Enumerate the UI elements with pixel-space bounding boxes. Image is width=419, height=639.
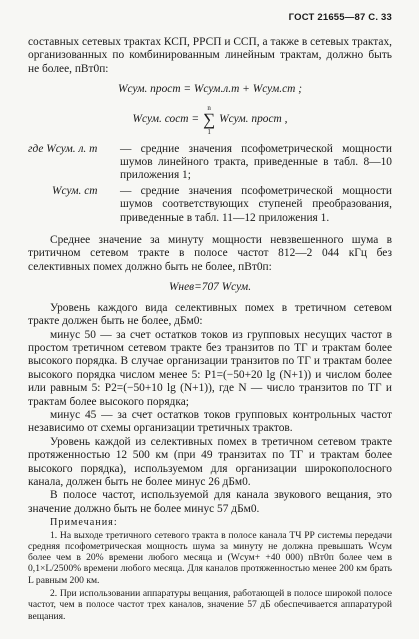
summation-symbol (203, 104, 215, 136)
paragraph-4: минус 50 — за счет остатков токов из групповых несущих частот в простом третичном сетевом тракте без транзитов по ТГ и трактам более высокого порядка. В случае организации транзитов по ТГ и трактам более высокого порядка числом менее 5: P1=(−50+20 lg (N+1)) и числом более или равным 5: P2=(−50+10 lg (N+1)), где N — число транзитов по ТГ и трактам более высокого порядка; (28, 328, 392, 408)
page-header: ГОСТ 21655—87 С. 33 (288, 12, 392, 23)
where-definition-2 (28, 185, 392, 225)
body-text (28, 36, 392, 622)
where-2-definition: — средние значения псофометрической мощности шумов соответствующих ступеней преобразования, приведенные в табл. 11—12 приложения 1. (120, 184, 392, 224)
where-definition-1 (28, 143, 392, 183)
notes-heading: Примечания: (50, 517, 118, 529)
paragraph-7: В полосе частот, используемой для канала звукового вещания, это значение должно быть не более минус 57 дБм0. (28, 489, 392, 515)
note-2: 2. При использовании аппаратуры вещания, работающей в полосе широкой полосе частот, чем в полосе частот трех каналов, значение 57 дБ обеспечивается аппаратурой вещания. (28, 588, 392, 622)
note-1: 1. На выходе третичного сетевого тракта в полосе канала ТЧ РР системы передачи средняя псофометрическая мощность шума за минуту не должна превышать Wсум более чем в 20% времени любого месяца и (Wсум+ +40 000) пВт0п более чем в 0,1×L/2500% времени любого месяца. Для каналов протяженностью менее 200 км брать L равным 200 км. (28, 529, 392, 586)
paragraph-1: составных сетевых трактах КСП, РРСП и ССП, а также в сетевых трактах, организованных по комбинированным линейным трактам, должно быть не более, пВт0п: (28, 36, 392, 75)
paragraph-6: Уровень каждой из селективных помех в третичном сетевом тракте протяженностью 12 500 км (при 49 транзитах по ТГ и трактам более высокого порядка), используемом для организации широкополосного канала, должен быть не более минус 26 дБм0. (28, 435, 392, 488)
formula-1 (28, 83, 392, 96)
notes-block (28, 530, 392, 622)
paragraph-5: минус 45 — за счет остатков токов групповых контрольных частот независимо от схемы организации третичных трактов. (28, 408, 392, 435)
formula-2-right: Wсум. прост , (219, 112, 288, 125)
paragraph-3: Уровень каждого вида селективных помех в третичном сетевом тракте должен быть не более, дБм0: (28, 301, 392, 328)
where-1-label: где Wсум. л. т (28, 142, 98, 155)
formula-2 (28, 104, 392, 136)
where-2-label: Wсум. ст (52, 184, 98, 197)
sigma-icon: ∑ (203, 109, 216, 129)
where-1-definition: — средние значения псофометрической мощности шумов линейного тракта, приведенные в табл. 8—10 приложения 1; (120, 142, 392, 182)
formula-1-expression: Wсум. прост = Wсум.л.т + Wсум.ст ; (117, 83, 302, 96)
formula-2-left: Wсум. сост = (132, 112, 200, 125)
paragraph-2: Среднее значение за минуту мощности невзвешенного шума в тритичном сетевом тракте в полосе частот 812—2 044 кГц без селективных помех должно быть не более, пВт0п: (28, 234, 392, 273)
sigma-lower-limit: 1 (207, 127, 211, 136)
sigma-upper-limit: n (207, 103, 211, 112)
formula-3-expression: Wнев=707 Wсум. (168, 281, 252, 294)
formula-3 (28, 281, 392, 294)
